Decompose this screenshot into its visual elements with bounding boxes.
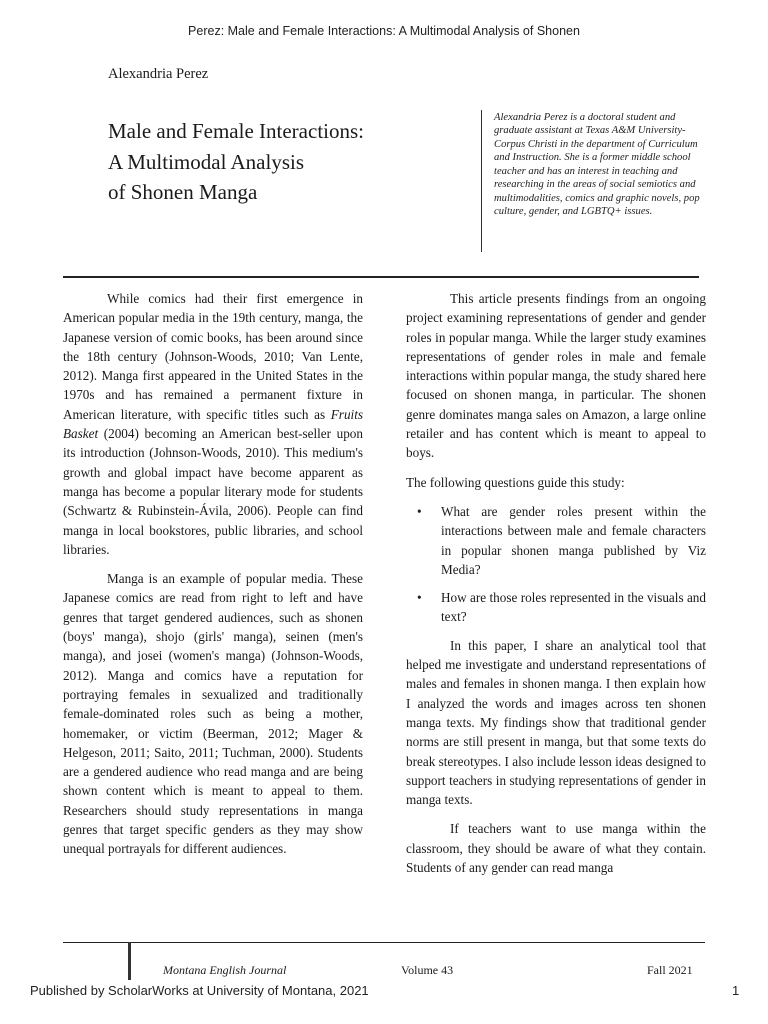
footer-rule [63,942,705,943]
bullet-icon: • [417,503,422,519]
list-item [417,502,706,579]
right-paragraph-1: This article presents findings from an ongoing project examining representations of gender and gender roles in popular manga. While the larger study examines representations of gender roles in male and female interactions within popular manga, the study shared here focused on shonen manga, in particular. The shonen genre dominates manga sales on Amazon, a large online retailer and has content which is meant to appeal to boys. [406,291,706,461]
footer-tick [128,942,131,980]
article-title [108,116,468,208]
title-line-1: Male and Female Interactions: [108,119,364,143]
title-line-3: of Shonen Manga [108,180,258,204]
right-paragraph-4: If teachers want to use manga within the classroom, they should be aware of what they contain. Students of any gender can read manga [406,821,706,876]
left-paragraph-1 [63,289,363,559]
right-column [406,289,706,887]
left-paragraph-1-text-a: While comics had their first emergence in American popular media in the 19th century, manga, the Japanese version of comic books, has been around since the 18th century (Johnson-Woods, 2010; Van Lente, 2012). Manga first appeared in the United States in the 1970s and has remained a permanent fixture in American literature, with specific titles such as [63,291,363,422]
author-name: Alexandria Perez [108,66,209,82]
author-bio: Alexandria Perez is a doctoral student and graduate assistant at Texas A&M University-Corpus Christi in the department of Curriculum and Instruction. She is a former middle school teacher and has an interest in teaching and researching in the areas of social semiotics and multimodalities, comics and graphic novels, pop culture, gender, and LGBTQ+ issues. [494,112,700,218]
list-item-text: What are gender roles present within the interactions between male and female characters in popular shonen manga published by Viz Media? [441,503,706,577]
book-title-fruits-basket: Fruits Basket [63,406,363,442]
bio-divider [481,110,482,252]
footer-volume: Volume 43 [401,963,454,977]
running-head: Perez: Male and Female Interactions: A Multimodal Analysis of Shonen [188,24,580,38]
bullet-icon: • [417,590,422,606]
list-item-text: How are those roles represented in the visuals and text? [441,590,706,625]
left-paragraph-1-text-b: (2004) becoming an American best-seller upon its introduction (Johnson-Woods, 2010). This medium's growth and global impact have become apparent as manga has become a popular literary mode for students (Schwartz & Rubinstein-Ávila, 2006). People can find manga in local bookstores, public libraries, and school libraries. [63,426,363,557]
header-rule [63,276,699,278]
right-paragraph-3: In this paper, I share an analytical tool that helped me investigate and understand representations of males and females in shonen manga. I then explain how I analyzed the words and images across ten shonen manga texts. My findings show that traditional gender norms are still present in manga, but that some texts do break stereotypes. I also include lesson ideas designed to support teachers in studying representations of gender in manga texts. [406,637,706,808]
title-line-2: A Multimodal Analysis [108,149,305,174]
footer-date: Fall 2021 [647,963,693,977]
research-questions-list [406,502,706,627]
page-number: 1 [732,983,740,998]
publisher-line: Published by ScholarWorks at University of Montana, 2021 [30,983,369,998]
footer-journal-name: Montana English Journal [163,963,287,977]
left-paragraph-2: Manga is an example of popular media. These Japanese comics are read from right to left and have genres that target gendered audiences, such as shonen (boys' manga), shojo (girls' manga), seinen (men's manga), and josei (women's manga) (Johnson-Woods, 2012). Manga and comics have a reputation for portraying females in sexualized and traditionally female-dominated roles such as being a mother, homemaker, or victim (Beerman, 2012; Mager & Helgeson, 2011; Saito, 2011; Tuchman, 2000). Students are a gendered audience who read manga and are being shown content which is meant to appeal to them. Researchers should study representations in manga genres that target specific genders as they may show unequal portrayals for different audiences. [63,571,363,857]
list-item [417,588,706,627]
left-column [63,289,363,869]
right-paragraph-2: The following questions guide this study: [406,474,625,490]
